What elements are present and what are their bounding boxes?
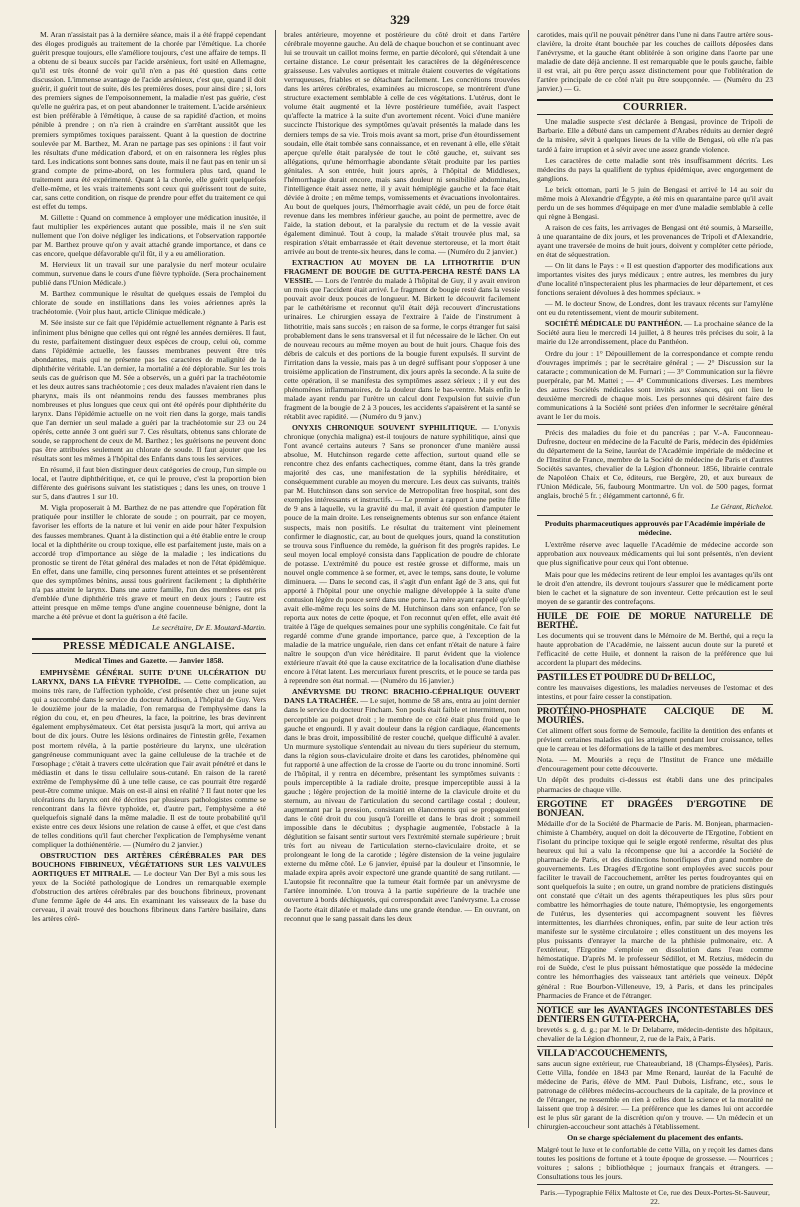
divider: [537, 515, 773, 516]
paragraph: M. Hervieux lit un travail sur une paralysie du nerf moteur oculaire commun, survenue dans le cours d'une fièvre typhoïde. (Sera prochainement publié dans l'Union Médicale.): [32, 260, 266, 288]
paragraph: Le brick ottoman, parti le 5 juin de Bengasi et arrivé le 14 au soir du même mois à Alexandrie d'Égypte, a été mis en quarantaine parce qu'il avait perdu un de ses hommes d'équipage en mer d'une maladie semblable à celle qui règne à Bengasi.: [537, 184, 773, 221]
paragraph: carotides, mais qu'il ne pouvait pénétrer dans l'une ni dans l'autre artère sous-clavière, la droite étant bouchée par les couches de caillots déposées dans l'anévrysme, et la gauche étant oblitérée à son origine dans l'aorte par une maladie de date déjà ancienne. Il est remarquable que le pouls gauche, faible il est vrai, ait pu être perçu assez distinctement pour que l'oblitération de l'artère principale de ce côté n'ait pu être soupçonnée. — (Numéro du 23 janvier.) — G.: [537, 30, 773, 94]
ad-text: Les documents qui se trouvent dans le Mémoire de M. Berthé, qui a reçu la haute approbation de l'Académie, ne laissent aucun doute sur la pureté et l'efficacité de cette Huile, et donnent la raison de la préférence que lui accordent la plupart des médecins.: [537, 630, 773, 667]
article: [32, 668, 266, 849]
article: [32, 851, 266, 923]
imprint: Paris.—Typographie Félix Maltoste et Ce, rue des Deux-Portes-St-Sauveur, 22.: [540, 1188, 770, 1207]
article-title: SOCIÉTÉ MÉDICALE DU PANTHÉON.: [545, 319, 683, 329]
paragraph: — On lit dans le Pays : « Il est question d'apporter des modifications aux importantes visites des jurys médicaux ; entre autres, les membres du jury d'une localité n'inspecteraient plus les pharmacies de leur département, et ces fonctions seraient dévolues à des hommes spéciaux. »: [537, 261, 773, 298]
ad-subheading: On se charge spécialement du placement des enfants.: [567, 1133, 743, 1143]
paragraph: M. Gillette : Quand on commence à employer une médication inusitée, il faut multiplier les expériences autant que possible, mais il ne s'en suit nullement que l'on doive négliger les indications, et l'observation rapportée par M. Barthez prouve qu'on y avait attaché grande importance, et dans ce cas encore, quelque défavorable qu'il fût, il y a eu amélioration.: [32, 212, 266, 259]
paragraph: brales antérieure, moyenne et postérieure du côté droit et dans l'artère cérébrale moyenne gauche. Au delà de chaque bouchon et se continuant avec lui se trouvait un caillot moins ferme, en partie décoloré, qui s'étendait à une certaine distance. Le cœur présentait les caractères de la dégénérescence graisseuse. Les valvules aortiques et mitrale étaient couvertes de végétations verruqueuses, friables et se détachant facilement. Les concrétions trouvées dans les artères cérébrales, examinées au microscope, se montrèrent d'une structure exactement semblable à celle de ces végétations. L'utérus, dont le volume était augmenté et la lèvre postérieure tuméfiée, avait l'aspect qu'affecte la matrice à la suite d'un avortement récent. Voici d'une manière succincte l'historique des symptômes qu'avait présentés la malade dans les derniers temps de sa vie. Trois mois avant sa mort, prise d'un étourdissement soudain, elle était tombée sans connaissance, et en revenant à elle, elle s'était aperçue qu'elle était paralysée de tout le côté gauche, et, suivant ses allégations, qu'une hémorrhagie abondante s'était produite par les parties génitales. A son entrée, huit jours après, à l'hôpital de Middlesex, l'hémorrhagie durait encore, mais sans douleur ni sensibilité abdominales, l'intelligence était assez nette, il y avait hémiplégie gauche et la face était déviée à droite ; en même temps, vomissements et évacuations involontaires. Au bout de quelques jours, l'hémorrhagie avait cédé, un peu de force était revenue dans les membres inférieur gauche, au point de permettre, avec de l'aide, la station debout, et la paralysie du rectum et de la vessie avait également diminué. Tout à coup, la malade s'était trouvée plus mal, sa respiration s'était embarrassée et était devenue stertoreuse, et la mort était arrivée au bout de trente-six heures, dans le coma. — (Numéro du 2 janvier.): [284, 30, 520, 257]
column-2: [284, 30, 520, 1130]
column-1: [32, 30, 266, 1130]
article-text: — Cette complication, au moins très rare, de l'affection typhoïde, c'est présentée chez un jeune sujet qui a succombé dans le service du docteur Addison, à l'hôpital de Guy. Vers le douzième jour de la maladie, l'on remarqua de l'emphysème dans la région du cou, et, en peu d'heures, la face, la poitrine, les bras devinrent également emphysémateux. Cet état persista jusqu'à la mort, qui arriva au bout de dix jours. Outre les lésions ordinaires de l'intestin grêle, l'examen post mortem révéla, à la partie postérieure du larynx, une ulcération gangréneuse communiquant avec la gaine celluleuse de la trachée et de l'œsophage ; c'était à travers cette ulcération que l'air avait pénétré et dans le médiastin et dans le tissu cellulaire sous-cutané. En raison de la rareté extrême de l'emphysème dû à une telle cause, ce cas pourrait être regardé peut-être comme unique. Mais on est-il ainsi en réalité ? Il faut noter que les ulcérations du larynx ont été décrites par plusieurs pathologistes comme se rencontrant dans la fièvre typhoïde, et, d'autre part, l'emphysème a été quelquefois signalé dans la même maladie. Il est de toute probabilité qu'il existe entre ces deux lésions une relation de cause à effet, et que c'est dans de telles conditions qu'il faut chercher l'explication de l'emphysème venant compliquer la dothiénentérie. — (Numéro du 2 janvier.): [32, 677, 266, 850]
paragraph: M. Aran n'assistait pas à la dernière séance, mais il a été frappé cependant des éloges prodigués au traitement de la chorée par l'émétique. La chorée guérit presque toujours, elle s'améliore toujours, c'est une affaire de temps. Il a obtenu de si beaux succès par l'acide arsénieux, fort usité en Allemagne, qu'il est très étonné de voir qu'il n'en a pas été question dans cette discussion. L'immense avantage de l'acide arsénieux, c'est que, quand il doit guérir, il guérit tout de suite, dès les premières doses, pour ainsi dire ; si, lors des premiers signes de l'empoisonnement, la maladie n'est pas guérie, c'est qu'elle ne guérira pas, et on peut abandonner le traitement. L'acide arsénieux est bien préférable à l'émétique, à cause de sa rapidité d'action, et moins pénible à prendre ; on n'a rien à craindre en s'arrêtant aussitôt que les premiers symptômes toxiques paraissent. Quant à la question de doctrine soulevée par M. Barthez, M. Aran ne partage pas ses opinions : il faut voir les résultats d'une médication d'abord, et on en raisonnera les règles plus tard. Les indications sont bonnes sans doute, mais il ne faut pas en tenir un si grand compte de prime-abord, on les formulera plus tard, quand le traitement aura été expérimenté. Quant à la chorée, elle guérit quelquefois d'elle-même, et les vrais traitements sont ceux qui guérissent tout de suite, car, sans cette condition, on risque de prendre pour effet du traitement ce qui est effet du temps.: [32, 30, 266, 211]
article-text: — Le sujet, homme de 58 ans, entra au joint dernier dans le service du docteur Fincham. Son pouls était faible et intermittent, non perceptible au poignet droit ; le membre de ce côté était plus froid que le gauche et engourdi. Il y avait douleur dans la région cardiaque, élancements dans le bras droit, impossibilité de rester couché, quelque difficulté à avaler. Un murmure systolique s'entendait au niveau du tiers supérieur du sternum, dans la région sous-claviculaire droite et dans les carotides, phénomène qui fut rapporté à une affection de la crosse de l'aorte ou du tronc innominé. Sorti de l'hôpital, il y rentra en décembre, présentant les symptômes suivants : pouls imperceptible à la radiale droite, presque imperceptible aussi à la gauche ; légère projection de la moitié interne de la clavicule droite et du sternum, au niveau de l'articulation du second cartilage costal ; douleur, augmentant par la pression, consistant en élancements qui se propageaient dans le côté droit du cou jusqu'à l'oreille et dans le bras droit ; sommeil impossible dans le décubitus ; dysphagie augmentée, l'obstacle à la déglutition se faisant sentir surtout vers l'extrémité sternale supérieure ; bruit très fort au niveau de l'articulation sterno-claviculaire droite, et se prolongeant le long de la carotide ; légère distension de la veine jugulaire externe du même côté. Le 6 janvier, épuisé par la douleur et l'insomnie, le malade expira après avoir expectoré une grande quantité de sang rutilant. — L'autopsie fit reconnaître que la tumeur était formée par un anévrysme de l'artère innominée. L'on trouva à la partie supérieure de la trachée une ouverture à bords déchiquetés, qui correspondait avec l'anévrysme. La crosse de l'aorte était dilatée et malade dans une grande étendue. — En ouvrant, on reconnut que le sang passait dans les deux: [284, 696, 520, 923]
ad-text: Malgré tout le luxe et le confortable de cette Villa, on y reçoit les dames dans toutes les positions de fortune et à toute époque de grossesse. — Nourrices ; voitures ; salons ; bibliothèque ; journaux français et étrangers. — Consultations tous les jours.: [537, 1145, 773, 1182]
ad-title: VILLA D'ACCOUCHEMENTS,: [537, 1046, 773, 1058]
paragraph: M. Vigla proposerait à M. Barthez de ne pas attendre que l'opération fût pratiquée pour instiller le chlorate de soude ; on pourrait, par ce moyen, favoriser les efforts de la nature et lui venir en aide pour hâter l'expulsion des fausses membranes. Quant à la distinction qui a été établie entre le croup local et la diphthérite ou croup toxique, elle est parfaitement juste, mais on a accordé trop d'importance au siège de la maladie ; les indications du pronostic se tirent de l'état général des malades et non de l'état épidémique. En effet, dans une famille, cinq personnes furent atteintes et se présentèrent que des symptômes bénins, aussi tous guérirent facilement ; la diphthérite n'a pas atteint le larynx. Dans une autre famille, l'un des membres est pris d'emblée d'une diphthérie très grave et meurt en deux jours ; l'autre est atteint presque en même temps d'une angine couenneuse bénigne, dont la marche a été prévue et dont la guérison a été facile.: [32, 503, 266, 621]
ad-title: HUILE DE FOIE DE MORUE NATURELLE DE BERTHÉ.: [537, 610, 773, 631]
ad-title: PROTÉINO-PHOSPHATE CALCIQUE DE M. MOURIÈS.: [537, 706, 773, 727]
source-heading: Medical Times and Gazette. — Janvier 1858.: [74, 656, 224, 666]
ad-title: ERGOTINE ET DRAGÉES D'ERGOTINE DE BONJEAN.: [537, 798, 773, 819]
article-text: — La prochaine séance de la Société aura lieu le mercredi 14 juillet, à 8 heures très précises du soir, à la mairie du 12e arrondissement, place du Panthéon.: [537, 319, 773, 347]
column-rule: [528, 30, 529, 1128]
article-text: — L'onyxis chronique (onychia maligna) est-il toujours de nature syphilitique, ainsi que l'ont avancé certains auteurs ? Sans se prononcer d'une manière aussi absolue, M. Hutchinson regarde cette affection, surtout quand elle se rencontre chez des enfants cachectiques, comme étant, dans la très grande majorité des cas, une manifestation de la syphilis héréditaire, et conséquemment curable au moyen du mercure. Les deux cas suivants, traités par M. Hutchinson dans son service de Metropolitan free hospital, sont des exemples intéressants et instructifs. — Le premier a rapport à une petite fille de 9 ans à laquelle, vu la gravité du mal, il avait été question d'amputer le pouce de la main droite. Les renseignements obtenus sur son enfance étaient suspects, mais non positifs. Le résultat du traitement vint pleinement confirmer le diagnostic, car, au bout de quelques jours, quand la constitution se trouva sous l'influence du remède, la guérison fit des progrès rapides. Le seul moyen local employé consista dans l'application de poudre de chlorate de potasse. L'extrémité du pouce est restée grosse et difforme, mais un nouvel ongle commence à se former, et, avec le temps, sans doute, le volume diminuera. — Dans le second cas, il s'agit d'un enfant âgé de 3 ans, qui fut apporté à l'hôpital pour une onychie maligne développée à la suite d'une contusion légère du pouce serré dans une porte. La mère ayant rappelé qu'elle avait elle-même reçu les soins de M. Hutchinson dans son enfance, l'on se reporta aux notes de cette époque, et l'on reconnut qu'en effet, elle avait été traitée à l'âge de quelques semaines pour une syphilis congénitale. Ce fait fut regardé comme d'une grande importance, parce que, à l'exception de la maladie de la matrice unguéale, rien dans cet enfant n'était de nature à faire naître le soupçon d'un vice héréditaire. Il parut évident que la violence extérieure n'avait été que la cause excitatrice de la localisation d'une diathèse encore à l'état latent. Les mercuriaux furent prescrits, et le pouce se tarda pas à reprendre son état normal. — (Numéro du 16 janvier.): [284, 423, 520, 686]
article-title: OBSTRUCTION DES ARTÈRES CÉRÉBRALES PAR DES BOUCHONS FIBRINEUX, VÉGÉTATIONS SUR LES VALVULES AORTIQUES ET MITRALE.: [32, 851, 266, 879]
ads-heading: Produits pharmaceutiques approuvés par l'Académie impériale de médecine.: [544, 519, 766, 538]
ad-note: Nota. — M. Mouriès a reçu de l'Institut de France une médaille d'encouragement pour cette découverte.: [537, 755, 773, 774]
section-heading: PRESSE MÉDICALE ANGLAISE.: [32, 638, 266, 654]
gerant-signature: Le Gérant, Richelot.: [710, 502, 773, 512]
book-notice: Précis des maladies du foie et du pancréas ; par V.-A. Fauconneau-Dufresne, docteur en médecine de la Faculté de Paris, médecin des épidémies du département de la Seine, lauréat de l'Académie impériale de médecine et de l'Institut de France, membre de la Société de médecine de Paris et d'autres Sociétés savantes, chevalier de la Légion d'honneur. 1856, librairie centrale de Napoléon Chaix et Ce, éditeurs, rue Bergère, 20, et aux bureaux de l'Union Médicale, 56, faubourg Montmartre. Un vol. de 500 pages, format anglais, broché 5 fr. ; élégamment cartonné, 6 fr.: [537, 427, 773, 501]
paragraph: Une maladie suspecte s'est déclarée à Bengasi, province de Tripoli de Barbarie. Elle a débuté dans un campement d'Arabes réduits au dernier degré de la misère, sévit à quelques lieues de la ville de Bengasi, où elle n'a pas tardé à faire irruption et à sévir avec une assez grande violence.: [537, 117, 773, 154]
paragraph: M. Barthez communique le résultat de quelques essais de l'emploi du chlorate de soude en instillations dans les voies aériennes après la trachéotomie. (Voir plus haut, article Clinique médicale.): [32, 289, 266, 317]
article-text: — Lors de l'entrée du malade à l'hôpital de Guy, il y avait environ un mois que l'accident était arrivé. Le fragment de bougie resté dans la vessie pouvait avoir deux pouces de longueur. M. Birkett le découvrit facilement par le cathétérisme et reconnut qu'il était déjà recouvert d'incrustations urinaires. Le chirurgien essaya de l'extraire à l'aide de l'instrument à lithotritie, mais sans succès ; en raison de sa forme, le corps étranger fut saisi probablement dans le sens transversal et il fut nécessaire de le lâcher. On eut de nouveau recours au même moyen au bout de huit jours. Chaque fois des débris de calculs et des portions de la bougie furent expulsés. Il survint de l'irritation dans la vessie, mais pas à un degré suffisant pour s'opposer à une troisième application de l'instrument, dix jours après la seconde. A la suite de cette opération, il se manifesta des symptômes assez sérieux ; il y eut des phénomènes inflammatoires, de la douleur dans le bas-ventre. Mais enfin le malade ayant rendu par l'urètre un calcul dont l'expulsion fut suivie d'un fragment de la bougie de 2 à 3 pouces, les accidents s'apaisèrent et la santé se rétablit avec rapidité. — (Numéro du 9 janv.): [284, 276, 520, 421]
article-title: ANÉVRYSME DU TRONC BRACHIO-CÉPHALIQUE OUVERT DANS LA TRACHÉE.: [284, 687, 520, 706]
section-heading: COURRIER.: [537, 99, 773, 115]
ad-text: contre les mauvaises digestions, les maladies nerveuses de l'estomac et des intestins, et pour faire cesser la constipation.: [537, 683, 773, 702]
article: [284, 423, 520, 685]
page-number: 329: [390, 12, 410, 27]
article: [537, 319, 773, 346]
ad-text: Cet aliment offert sous forme de Semoule, facilite la dentition des enfants et prévient certaines maladies qui les atteignent pendant leur croissance, telles que le carreau et les déformations de la taille et des membres.: [537, 726, 773, 754]
ad-text: Médaille d'or de la Société de Pharmacie de Paris. M. Bonjean, pharmacien-chimiste à Chambéry, auquel on doit la découverte de l'Ergotine, l'obtient en l'isolant du principe toxique qui le seigle ergoté renferme, résultat des plus heureux qui lui a valu la récompense que lui a accordée la Société de pharmacie de Paris, et des distinctions honorifiques d'un grand nombre de gouvernements. Les Dragées d'Ergotine sont employées avec succès pour faciliter le travail de l'accouchement, arrêter les pertes foudroyantes qui en sont quelquefois la suite ; en outre, un grand nombre de praticiens distingués ont constaté que c'était un des agents thérapeutiques les plus sûrs pour combattre les hémorrhagies de toute nature, l'hémoptysie, les engorgements de l'utérus, les dysenteries qui accompagnent souvent les fièvres intermittentes, les diarrhées chroniques, enfin, par suite de leur action très manifeste sur le système circulatoire ; elles constituent un des moyens les plus puissants d'enrayer la marche de la phthisie pulmonaire, etc. A l'extérieur, l'Ergotine s'emploie en dissolution dans l'eau comme hémostatique. D'après M. le professeur Sédillot, et M. Retzius, médecin du roi de Suède, c'est le plus puissant hémostatique que possède la médecine contre les hémorrhagies des vaisseaux tant artériels que veineux. Dépôt général : Rue Bourbon-Villeneuve, 19, à Paris, et dans les principales Pharmacies de France et de l'étranger.: [537, 818, 773, 1000]
article: [284, 258, 520, 421]
ads-intro: L'extrême réserve avec laquelle l'Académie de médecine accorde son approbation aux nouveaux médicaments qui lui sont présentés, n'en devient que plus significative pour ceux qui l'ont obtenue.: [537, 540, 773, 568]
paragraph: Les caractères de cette maladie sont très insuffisamment décrits. Les médecins du pays la qualifient de typhus épidémique, avec engorgement de ganglions.: [537, 155, 773, 183]
article-title: EMPHYSÈME GÉNÉRAL SUITE D'UNE ULCÉRATION DU LARYNX, DANS LA FIÈVRE TYPHOÏDE.: [32, 668, 266, 687]
article-title: ONYXIS CHRONIQUE SOUVENT SYPHILITIQUE.: [292, 423, 478, 433]
secretary-signature: Le secrétaire, Dr E. Moutard-Martin.: [152, 623, 266, 632]
paragraph: — M. le docteur Snow, de Londres, dont les travaux récents sur l'amylène ont eu du retentissement, vient de mourir subitement.: [537, 299, 773, 318]
article-title: EXTRACTION AU MOYEN DE LA LITHOTRITIE D'UN FRAGMENT DE BOUGIE DE GUTTA-PERCHA RESTÉ DANS LA VESSIE.: [284, 258, 520, 286]
paragraph: En résumé, il faut bien distinguer deux catégories de croup, l'un simple ou local, et l'autre diphthéritique, et, ce qui le prouve, c'est la proportion bien différente des guérisons suivant les statistiques ; dans les unes, on trouve 1 sur 5, dans d'autres 1 sur 10.: [32, 465, 266, 502]
paragraph: M. Sée insiste sur ce fait que l'épidémie actuellement régnante à Paris est infiniment plus bénigne que celles qui ont régné les années dernières. Il faut, du reste, parfaitement distinguer deux espèces de croup, celui où, comme dans l'épidémie actuelle, les fausses membranes peuvent être très abondantes, mais qui ne présente pas les caractères de malignité de la diphthérite véritable. L'an dernier, la mortalité a été déplorable. Sur les trois seuls cas de guérison que M. Sée a observés, un a guéri par la trachéotomie et les deux autres sans trachéotomie ; ces deux malades n'avaient rien dans le pharynx, mais ils ont néanmoins rendu des fausses membranes plus nombreuses et plus longues que ceux qui ont été opérés pour diphthérite du larynx. Dans l'épidémie actuelle on ne voit rien dans la gorge, mais tandis que l'an dernier un seul malade a guéri par la trachéotomie sur 23 ou 24 opérés, cette année 3 ont guéri sur 7. Ces résultats, obtenus sans chlorate de soude, se rapprochent de ceux de M. Barthez ; les guérisons ne peuvent donc pas être attribuées seulement au chlorate de soude. Il faut ajouter que les résultats sont les mêmes à l'hôpital des Enfants dans tous les services.: [32, 318, 266, 464]
ad-note: Un dépôt des produits ci-dessus est établi dans une des principales pharmacies de chaque ville.: [537, 775, 773, 794]
article: [284, 687, 520, 922]
article-text: — Le docteur Van Der Byl a mis sous les yeux de la Société pathologique de Londres un remarquable exemple d'obstruction des artères cérébrales par des bouchons fibrineux, provenant d'une femme âgée de 44 ans. En examinant les vaisseaux de la base du cerveau, il avait trouvé des bouchons fibrineux dans l'artère basilaire, dans les artères céré-: [32, 869, 267, 924]
ad-text: brevetés s. g. d. g.; par M. le Dr Delabarre, médecin-dentiste des hôpitaux, chevalier de la Légion d'honneur, 2, rue de la Paix, à Paris.: [537, 1024, 773, 1043]
ads-intro: Mais pour que les médecins retirent de leur emploi les avantages qu'ils ont le droit d'en attendre, ils devront toujours s'assurer que le médicament porte bien le cachet et la signature de son inventeur. Cette précaution est le seul moyen de se garantir des contrefaçons.: [537, 569, 773, 606]
divider: [537, 424, 773, 425]
divider: [537, 1184, 773, 1185]
paragraph: A raison de ces faits, les arrivages de Bengasi ont été soumis, à Marseille, à une quarantaine de dix jours, et les provenances de Tripoli et d'Alexandrie, ayant une traversée de moins de huit jours, doivent y compléter cette période, en état de séquestration.: [537, 222, 773, 260]
column-3: [537, 30, 773, 1207]
paragraph: Ordre du jour : 1° Dépouillement de la correspondance et compte rendu d'ouvrages imprimés ; par le secrétaire général ; — 2° Discussion sur la cataracte ; communication de M. Furnari ; — 3° Communication sur la fièvre puerpérale, par M. Mattei ; — 4° Communications diverses. Les membres des autres Sociétés médicales sont invités aux séances, qui ont lieu le deuxième mercredi de chaque mois. Les personnes qui désirent faire des communications à la Société sont priées d'en informer le secrétaire général avant le 1er du mois.: [537, 348, 773, 421]
ad-title: PASTILLES ET POUDRE DU Dr BELLOC,: [537, 670, 773, 682]
column-rule: [275, 30, 276, 1128]
ad-title: NOTICE sur les AVANTAGES INCONTESTABLES DES DENTIERS EN GUTTA-PERCHA,: [537, 1004, 773, 1025]
ad-text: sans aucun signe extérieur, rue Chateaubriand, 18 (Champs-Élysées), Paris. Cette Villa, fondée en 1843 par Mme Renard, lauréat de la Faculté de médecine de Paris, élève de MM. Paul Dubois, Lisfranc, etc., sous le patronage de célèbres médecins-accoucheurs de la capitale, de la province et de l'étranger, ne ressemble en rien à celles dont la science et la moralité ne laissent que trop à désirer. — La préférence que les dames lui ont accordée est le plus sûr garant de la discrétion qu'on y trouve. — Un médecin et un chirurgien-accoucheur sont attachés à l'établissement.: [537, 1058, 773, 1132]
